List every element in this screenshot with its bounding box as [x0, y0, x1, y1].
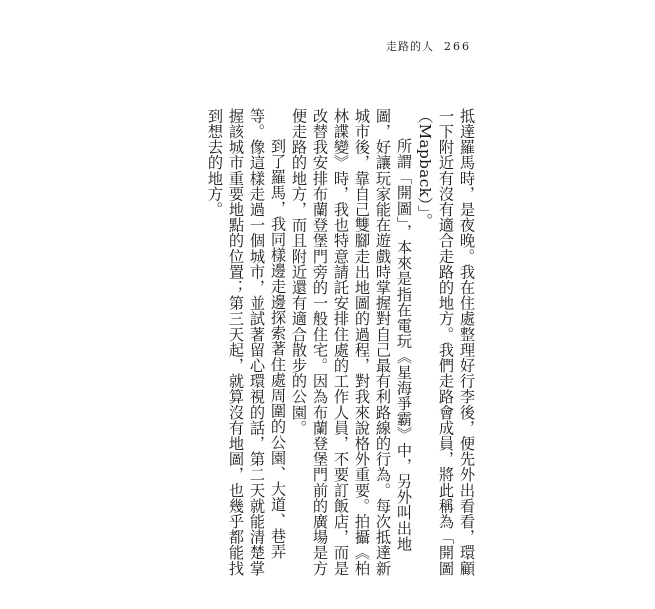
paragraph-rome-walking: 到了羅馬，我同樣邊走邊探索著住處周圍的公園、大道、巷弄等。像這樣走過一個城市，並試著留心環視的話，第二天就能清楚掌握該城市重要地點的位置；第三天起，就算沒有地圖，也幾乎都能找到想去的地方。: [206, 108, 287, 576]
body-text: [177, 108, 477, 578]
running-head-title: 走路的人: [386, 40, 434, 53]
running-head: [386, 38, 471, 54]
page-number: 266: [444, 40, 471, 53]
paragraph-arrival: 抵達羅馬時，是夜晚。我在住處整理好行李後，便先外出看看，環顧一下附近有沒有適合走路的地方。我們走路會成員，將此稱為「開圖（Mapback）」。: [416, 108, 476, 576]
paragraph-mapback-definition: 所謂「開圖」，本來是指在電玩《星海爭霸》中，另外叫出地圖，好讓玩家能在遊戲時掌握對自己最有利路線的行為。每次抵達新城市後，靠自己雙腳走出地圖的過程，對我來說格外重要。拍攝《柏林諜變》時，我也特意請託安排住處的工作人員，不要訂飯店，而是改替我安排布蘭登堡門旁的一般住宅。因為布蘭登堡門前的廣場是方便走路的地方，而且附近還有適合散步的公園。: [290, 108, 413, 576]
